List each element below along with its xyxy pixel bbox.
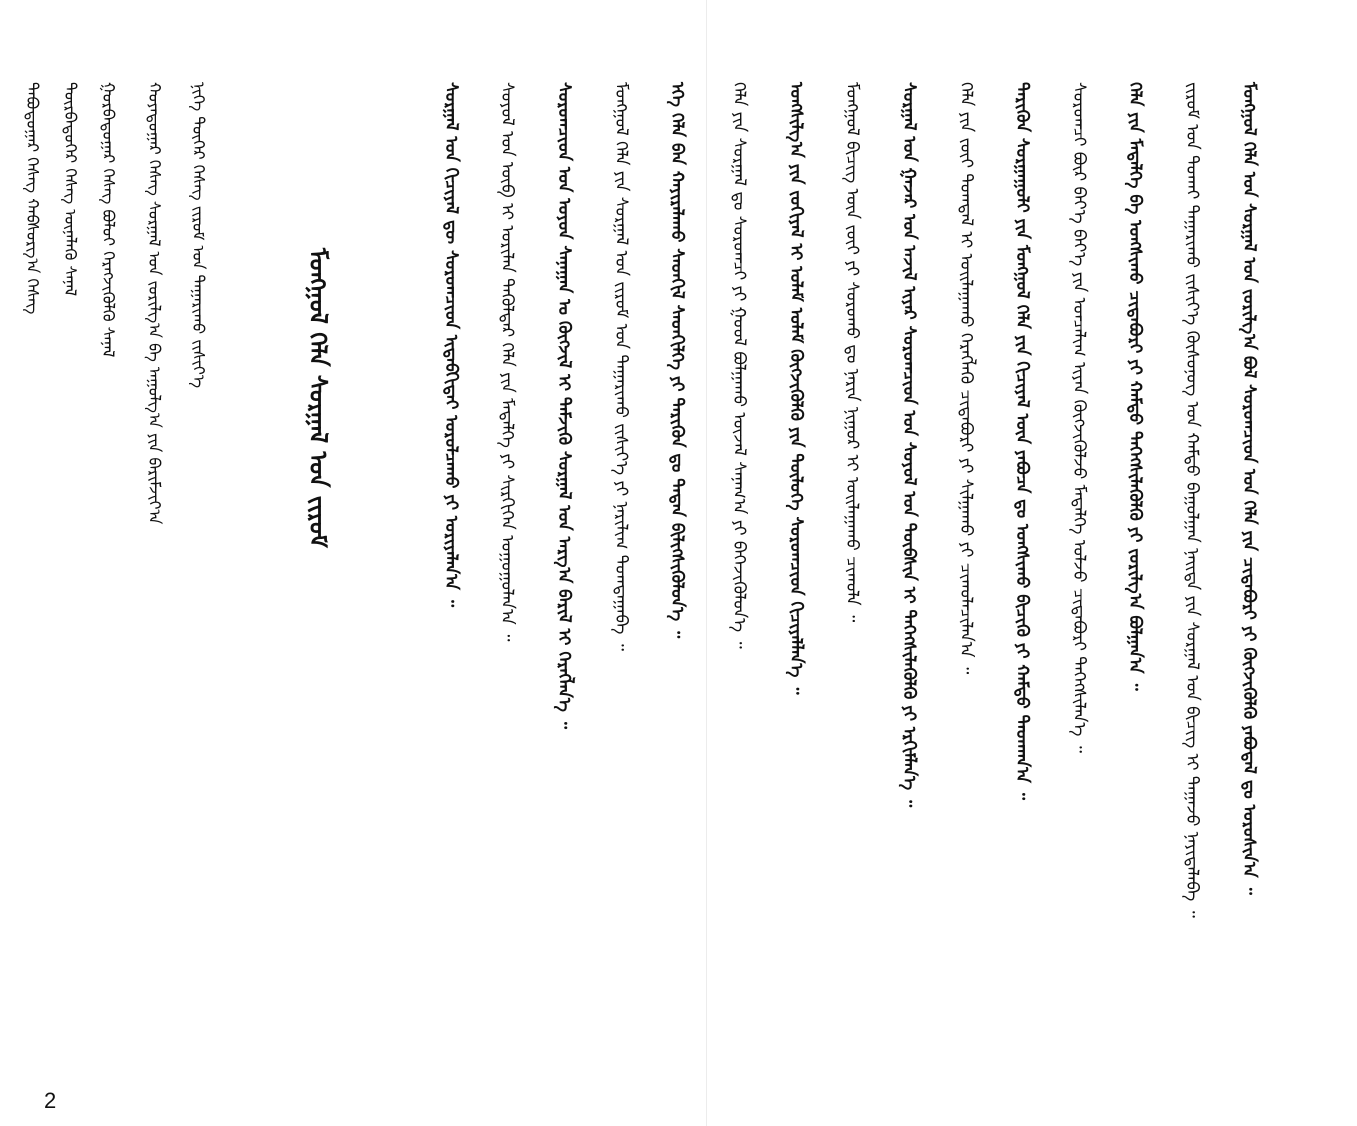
text-column-11: ᠡᠬᠡ ᠬᠡᠯᠡ ᠪᠡᠨ ᠬᠠᠶᠢᠷᠠᠯᠠᠬᠤ ᠰᠡᠳᠬᠢᠯ ᠰᠡᠳᠬᠢᠯᠭᠡ ᠶᠢ ᠲᠡᠷᠢᠭᠦᠨ ᠳᠤ ᠲᠠᠲᠠᠨ ᠪᠢᠯᠢᠭᠰᠢᠭᠦᠯᠦᠨ᠎ᠡ ᠃ (667, 82, 687, 639)
page-number: 2 (44, 1088, 57, 1113)
contents-item-2: ᠬᠣᠶᠠᠳᠤᠭᠠᠷ ᠬᠡᠰᠡᠭ ᠰᠤᠷᠭᠠᠯ ᠤᠨ ᠵᠣᠷᠢᠯᠭ᠎ᠠ ᠪᠠ ᠠᠭᠤᠯᠭ᠎ᠠ ᠶᠢᠨ ᠪᠠᠷᠢᠮᠵᠢᠶ᠎ᠠ (145, 82, 164, 525)
text-column-2: ᠵᠢᠷᠤᠮ ᠤᠨ ᠲᠤᠬᠠᠢ ᠳᠠᠭᠠᠷᠢᠬᠤ ᠵᠢᠱᠢᠶ᠎ᠡ ᠬᠦᠰᠦᠨᠦᠭ ᠤᠨ ᠬᠠᠮᠲᠤ ᠪᠠᠭᠤᠯᠭᠠᠨ ᠨᠡᠢᠲᠡ ᠶᠢᠨ ᠰᠤᠷᠭᠠᠯ ᠤᠨ ᠪᠢᠴᠢᠭ ᠢ ᠳᠠᠭᠠᠵᠤ ᠨᠡᠶᠢᠲᠡᠯᠡᠪᠡ ᠃ (1182, 82, 1202, 918)
text-column-10: ᠬᠡᠯᠡ ᠶᠢᠨ ᠰᠤᠷᠭᠠᠯ ᠳᠤ ᠰᠤᠷᠤᠭᠴᠢ ᠶᠢ ᠭᠣᠣᠯ ᠪᠣᠯᠭᠠᠬᠤ ᠦᠵᠡᠯ ᠰᠠᠨᠠᠭ᠎ᠠ ᠶᠢ ᠪᠡᠬᠡᠵᠢᠭᠦᠯᠦᠨ᠎ᠡ ᠃ (729, 82, 749, 649)
text-column-15: ᠰᠤᠷᠭᠠᠯ ᠤᠨ ᠬᠢᠴᠢᠶᠡᠯ ᠳᠦ ᠰᠤᠷᠤᠭᠴᠢᠳ ᠢᠳᠡᠪᠬᠢᠲᠡᠢ ᠣᠷᠣᠯᠴᠠᠬᠤ ᠶᠢ ᠤᠷᠢᠶᠠᠯᠠᠨ᠎ᠠ ᠃ (441, 82, 461, 608)
text-column-8: ᠮᠣᠩᠭᠣᠯ ᠪᠢᠴᠢᠭ ᠦᠨ ᠵᠦᠢ ᠶᠢ ᠰᠤᠷᠤᠬᠤ ᠳᠤ ᠨᠠᠷᠢᠨ ᠨᠢᠭᠤᠷ ᠢ ᠣᠢᠯᠠᠭᠠᠬᠤ ᠴᠢᠬᠤᠯᠠ ᠃ (842, 82, 862, 623)
text-column-9: ᠤᠩᠰᠢᠯᠭ᠎ᠠ ᠶᠢᠨ ᠵᠣᠬᠢᠶᠠᠯ ᠢ ᠤᠯᠠᠮ ᠤᠯᠠᠮ ᠬᠥᠭᠵᠢᠭᠦᠯᠬᠦ ᠶᠢᠨ ᠲᠦᠯᠦᠭᠡ ᠰᠤᠷᠤᠭᠴᠢᠳ ᠬᠢᠴᠢᠶᠡᠯᠯᠡᠨ᠎ᠡ ᠃ (786, 82, 806, 695)
text-column-13: ᠰᠤᠷᠤᠭᠴᠢᠳ ᠤᠨ ᠣᠶᠤᠨ ᠰᠠᠨᠠᠭᠠᠨ ᠤ ᠬᠥᠭᠵᠢᠯ ᠢ ᠳᠡᠮᠵᠢᠬᠦ ᠰᠤᠷᠭᠠᠯ ᠤᠨ ᠠᠷᠭ᠎ᠠ ᠪᠠᠷᠢᠯ ᠢ ᠬᠡᠷᠡᠭᠯᠡᠨ᠎ᠡ ᠃ (554, 82, 574, 729)
contents-item-4: ᠳᠥᠷᠪᠡᠳᠦᠭᠡᠷ ᠬᠡᠰᠡᠭ ᠦᠨᠡᠯᠡᠬᠦ ᠰᠠᠨᠠᠯ (61, 82, 80, 297)
text-column-12: ᠮᠣᠩᠭᠣᠯ ᠬᠡᠯᠡ ᠶᠢᠨ ᠰᠤᠷᠭᠠᠯ ᠤᠨ ᠵᠢᠷᠤᠮ ᠤᠨ ᠳᠠᠭᠠᠷᠢᠬᠤ ᠵᠢᠱᠢᠶ᠎ᠡ ᠶᠢ ᠨᠠᠷᠢᠯᠢᠭ ᠲᠣᠭᠲᠠᠭᠠᠪᠠ ᠃ (611, 82, 631, 651)
page-fold-divider (706, 0, 707, 1126)
contents-item-5: ᠲᠠᠪᠤᠳᠤᠭᠠᠷ ᠬᠡᠰᠡᠭ ᠬᠠᠪᠰᠤᠷᠭ᠎ᠠ ᠬᠡᠰᠡᠭ (23, 82, 42, 315)
text-column-6: ᠬᠡᠯᠡ ᠶᠢᠨ ᠵᠦᠢ ᠲᠣᠭᠲᠠᠯ ᠢ ᠣᠢᠯᠠᠭᠠᠬᠤ ᠬᠡᠷᠡᠭᠯᠡᠬᠦ ᠴᠢᠳᠠᠪᠤᠷᠢ ᠶᠢ ᠰᠢᠯᠭᠠᠬᠤ ᠶᠢ ᠴᠢᠬᠤᠯᠠᠴᠢᠯᠠᠨ᠎ᠠ ᠃ (956, 82, 976, 675)
contents-item-3: ᠭᠤᠷᠪᠠᠳᠤᠭᠠᠷ ᠬᠡᠰᠡᠭ ᠪᠤᠯᠤᠢ ᠬᠡᠷᠡᠭᠵᠢᠭᠦᠯᠬᠦ ᠰᠠᠨᠠᠯ (99, 82, 118, 358)
text-column-4: ᠰᠤᠷᠤᠭᠴᠢ ᠪᠦᠷ ᠪᠡᠶ᠎ᠡ ᠪᠡᠶ᠎ᠡ ᠶᠢᠨ ᠣᠨᠴᠠᠯᠢᠭ ᠢᠶᠠᠨ ᠬᠥᠭᠵᠢᠭᠦᠯᠵᠦ ᠮᠡᠳᠡᠯᠭᠡ ᠣᠯᠵᠤ ᠴᠢᠳᠠᠪᠤᠷᠢ ᠲᠡᠭᠡᠭᠰᠢᠯᠡᠨ᠎ᠡ ᠃ (1069, 82, 1089, 753)
text-column-3: ᠬᠡᠯᠡ ᠶᠢᠨ ᠮᠡᠳᠡᠯᠭᠡ ᠪᠠ ᠤᠩᠰᠢᠬᠤ ᠴᠢᠳᠠᠪᠤᠷᠢ ᠶᠢ ᠬᠠᠮᠲᠤ ᠳᠡᠭᠡᠭᠰᠢᠯᠡᠭᠦᠯᠬᠦ ᠶᠢ ᠵᠣᠷᠢᠯᠭ᠎ᠠ ᠪᠣᠯᠭᠠᠨ᠎ᠠ ᠃ (1125, 82, 1145, 691)
text-column-14: ᠰᠣᠶᠣᠯ ᠤᠨ ᠥᠪ ᠢ ᠤᠷᠢᠯᠠᠨ ᠲᠡᠭᠦᠯᠳᠡᠷ ᠬᠡᠯᠡ ᠶᠢᠨ ᠮᠡᠳᠡᠯᠭᠡ ᠶᠢ ᠰᠢᠷᠭᠢᠭᠡᠨ ᠤᠭᠤᠭᠤᠯᠠᠨ᠎ᠠ ᠃ (497, 82, 517, 642)
text-column-1: ᠮᠣᠩᠭᠣᠯ ᠬᠡᠯᠡ ᠤᠨ ᠰᠤᠷᠭᠠᠯ ᠤᠨ ᠵᠣᠷᠢᠯᠭ᠎ᠠ ᠪᠣᠯ ᠰᠤᠷᠤᠭᠴᠢᠳ ᠤᠨ ᠬᠡᠯᠡ ᠶᠢᠨ ᠴᠢᠳᠠᠪᠤᠷᠢ ᠶᠢ ᠬᠥᠭᠵᠢᠭᠦᠯᠬᠦ ᠶᠠᠪᠤᠳᠠᠯ ᠳᠤ ᠣᠷᠣᠰᠢᠨ᠎ᠠ ᠃ (1239, 82, 1259, 895)
text-column-5: ᠲᠡᠷᠢᠭᠦᠨ ᠰᠤᠷᠭᠠᠭᠤᠯᠢ ᠶᠢᠨ ᠮᠣᠩᠭᠣᠯ ᠬᠡᠯᠡ ᠶᠢᠨ ᠬᠢᠴᠢᠶᠡᠯ ᠦᠨ ᠶᠠᠪᠤᠴᠠ ᠳᠤ ᠤᠩᠰᠢᠬᠤ ᠪᠢᠴᠢᠬᠦ ᠶᠢ ᠬᠠᠮᠲᠤ ᠳᠠᠳᠬᠠᠨ᠎ᠠ ᠃ (1012, 82, 1032, 800)
section-title: ᠮᠣᠩᠭᠣᠯ ᠬᠡᠯᠡ ᠰᠤᠷᠭᠠᠯ ᠤᠨ ᠵᠢᠷᠤᠮ (304, 248, 332, 548)
text-column-7: ᠰᠤᠷᠭᠠᠯ ᠤᠨ ᠭᠠᠵᠠᠷ ᠤᠨ ᠠᠵᠢᠯ ᠢᠶᠠᠷ ᠰᠤᠷᠤᠭᠴᠢᠳ ᠤᠨ ᠰᠣᠶᠣᠯ ᠤᠨ ᠲᠦᠪᠰᠢᠨ ᠢ ᠳᠡᠭᠡᠭᠰᠢᠯᠡᠭᠦᠯᠬᠦ ᠶᠢ ᠡᠷᠬᠢᠮᠯᠡᠨ᠎ᠡ ᠃ (899, 82, 919, 808)
contents-item-1: ᠨᠢᠭᠡ ᠳᠦᠭᠡᠷ ᠬᠡᠰᠡᠭ ᠵᠢᠷᠤᠮ ᠤᠨ ᠳᠠᠭᠠᠷᠢᠬᠤ ᠵᠢᠱᠢᠶ᠎ᠡ (189, 82, 208, 389)
